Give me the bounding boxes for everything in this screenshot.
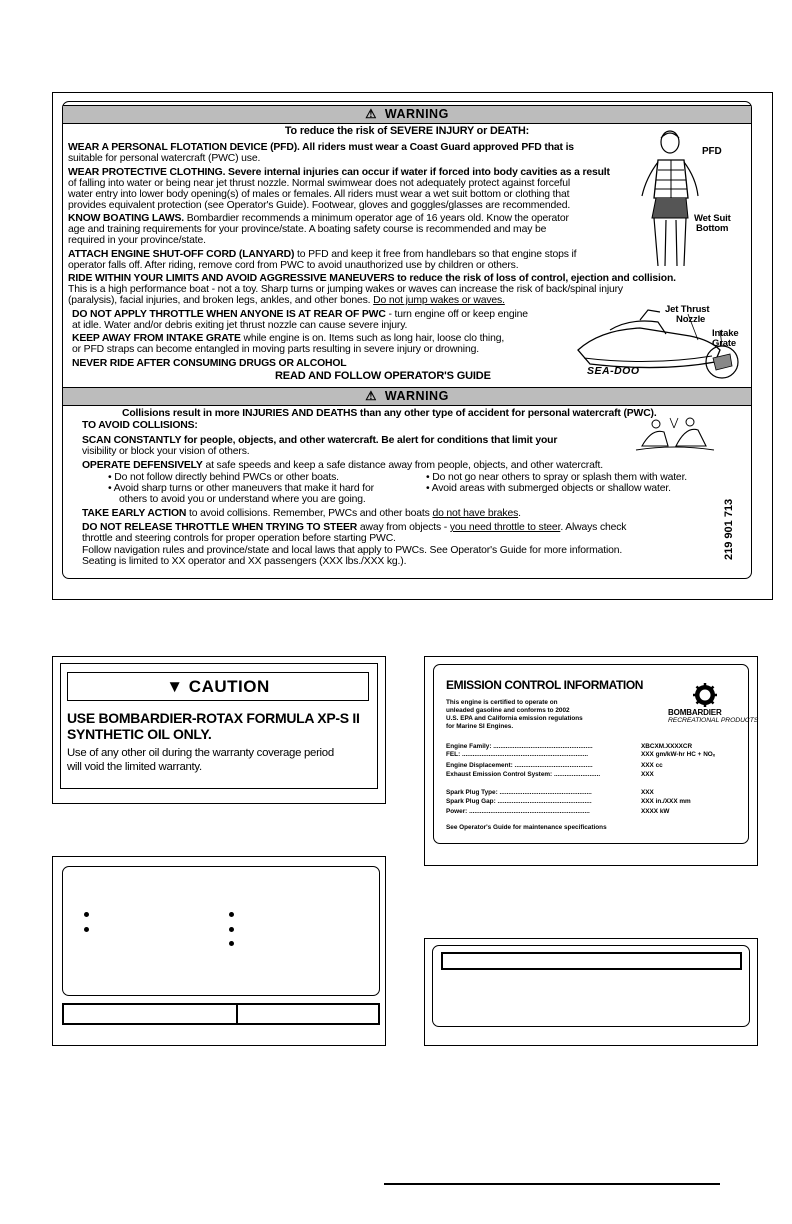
emission-spec-value: XXX cc [641, 762, 663, 769]
bullet-dot [84, 927, 89, 932]
defensive-line: OPERATE DEFENSIVELY at safe speeds and keep a safe distance away from people, objects, and other watercraft. [82, 460, 603, 471]
navigation-line-2: Seating is limited to XX operator and XX passengers (XXX lbs./XXX kg.). [82, 556, 407, 567]
sea-doo-logo: SEA-DOO [587, 365, 640, 377]
jet-thrust-callout-2: Nozzle [676, 314, 706, 325]
emission-spec-value: XXX [641, 771, 654, 778]
blank-label-1-inner [62, 866, 380, 996]
ride-line-1: RIDE WITHIN YOUR LIMITS AND AVOID AGGRESSIVE MANEUVERS to reduce the risk of loss of control, ejection and collision. [68, 273, 676, 284]
emission-cert-2: unleaded gasoline and conforms to 2002 [446, 707, 570, 714]
warning-header-2: ⚠ WARNING [63, 387, 751, 406]
ride-line-3: (paralysis), facial injuries, and broken legs, ankles, and other bones. Do not jump wakes or waves. [68, 295, 505, 306]
warning-triangle-icon: ⚠ [365, 389, 377, 403]
read-guide-line: READ AND FOLLOW OPERATOR'S GUIDE [275, 370, 491, 382]
release-throttle-line-2: throttle and steering controls for proper operation before starting PWC. [82, 533, 396, 544]
warning-intro: To reduce the risk of SEVERE INJURY or DEATH: [284, 125, 530, 137]
emission-spec-value: XXX in./XXX mm [641, 798, 691, 805]
caution-line-3: Use of any other oil during the warranty coverage period [67, 747, 334, 759]
emission-spec-value: XXXX kW [641, 808, 670, 815]
emission-spec-value: XBCXM.XXXXCR [641, 743, 693, 750]
drugs-line: NEVER RIDE AFTER CONSUMING DRUGS OR ALCOHOL [72, 358, 347, 369]
bullet-2-cont: others to avoid you or understand where you are going. [119, 494, 366, 505]
footer-rule [384, 1183, 720, 1185]
bullet-dot [229, 912, 234, 917]
emission-spec-label: Power: .................................................................... [446, 808, 590, 815]
caution-line-2: SYNTHETIC OIL ONLY. [67, 726, 212, 742]
laws-line-3: required in your province/state. [68, 235, 206, 246]
caution-header: ▼ CAUTION [67, 672, 369, 701]
bullet-3: • Do not go near others to spray or splash them with water. [426, 472, 688, 483]
grate-line-2: or PFD straps can become entangled in moving parts resulting in severe injury or drowning. [72, 344, 479, 355]
emission-footer: See Operator's Guide for maintenance specifications [446, 824, 607, 831]
rider-with-pfd-illustration [632, 128, 708, 268]
throttle-line-1: DO NOT APPLY THROTTLE WHEN ANYONE IS AT REAR OF PWC - turn engine off or keep engine [72, 309, 528, 320]
scan-line-1: SCAN CONSTANTLY for people, objects, and other watercraft. Be alert for conditions that limit your [82, 435, 558, 446]
warning-header-1: ⚠ WARNING [63, 105, 751, 124]
jet-thrust-callout-1: Jet Thrust [665, 304, 710, 315]
laws-line-1: KNOW BOATING LAWS. Bombardier recommends a minimum operator age of 16 years old. Know the operator [68, 213, 569, 224]
intake-grate-callout-2: Grate [712, 338, 737, 349]
bullet-1: • Do not follow directly behind PWCs or other boats. [108, 472, 339, 483]
cord-line-1: ATTACH ENGINE SHUT-OFF CORD (LANYARD) to PFD and keep it free from handlebars so that engine stops if [68, 249, 577, 260]
pfd-line-2: suitable for personal watercraft (PWC) use. [68, 153, 261, 164]
emission-spec-label: Exhaust Emission Control System: .......................... [446, 771, 601, 778]
emission-cert-3: U.S. EPA and California emission regulations [446, 715, 583, 722]
wet-suit-callout-2: Bottom [696, 223, 729, 234]
pfd-callout: PFD [702, 146, 722, 157]
scan-line-2: visibility or block your vision of others. [82, 446, 250, 457]
bullet-dot [229, 927, 234, 932]
emission-spec-label: FEL: ....................................................................... [446, 751, 589, 758]
early-action-line: TAKE EARLY ACTION to avoid collisions. Remember, PWCs and other boats do not have brakes. [82, 508, 521, 519]
blank-label-1-bar [62, 1003, 380, 1025]
emission-spec-label: Spark Plug Gap: ..................................................... [446, 798, 592, 805]
intake-grate-callout-1: Intake [712, 328, 739, 339]
emission-spec-value: XXX gm/kW-hr HC + NOₓ [641, 751, 716, 758]
release-throttle-line-1: DO NOT RELEASE THROTTLE WHEN TRYING TO STEER away from objects - you need throttle to steer. Always check [82, 522, 627, 533]
ride-line-2: This is a high performance boat - not a toy. Sharp turns or jumping wakes or waves can increase the risk of back/spinal injury [68, 284, 623, 295]
bullet-dot [229, 941, 234, 946]
bullet-dot [84, 912, 89, 917]
riders-collision-illustration [634, 414, 716, 456]
laws-line-2: age and training requirements for your province/state. A boating safety course is recommended and may be [68, 224, 547, 235]
bar-divider [236, 1003, 238, 1025]
collisions-line: Collisions result in more INJURIES AND DEATHS than any other type of accident for personal watercraft (PWC). [122, 408, 657, 419]
part-number: 219 901 713 [723, 498, 735, 560]
bullet-2: • Avoid sharp turns or other maneuvers that make it hard for [108, 483, 374, 494]
emission-cert-4: for Marine SI Engines. [446, 723, 514, 730]
cloth-line-2: of falling into water or being near jet thrust nozzle. Normal swimwear does not adequately protect against forceful [68, 178, 570, 189]
emission-brand-1: BOMBARDIER [668, 708, 722, 717]
blank-label-2-bar [441, 952, 742, 970]
bombardier-gear-logo-icon [693, 683, 717, 707]
emission-spec-label: Engine Displacement: ............................................ [446, 762, 593, 769]
navigation-line-1: Follow navigation rules and province/state and local laws that apply to PWCs. See Operator's Guide for more information. [82, 545, 623, 556]
caution-line-1: USE BOMBARDIER-ROTAX FORMULA XP-S II [67, 710, 360, 726]
emission-spec-label: Engine Family: ........................................................ [446, 743, 593, 750]
emission-spec-label: Spark Plug Type: .................................................... [446, 789, 592, 796]
cloth-line-3: water entry into lower body opening(s) of males or females. All riders must wear a wet suit bottom or clothing that [68, 189, 570, 200]
cloth-line-1: WEAR PROTECTIVE CLOTHING. Severe internal injuries can occur if water if forced into body cavities as a result [68, 167, 610, 178]
throttle-line-2: at idle. Water and/or debris exiting jet thrust nozzle can cause severe injury. [72, 320, 408, 331]
warning-triangle-icon: ⚠ [365, 107, 377, 121]
cord-line-2: operator falls off. After riding, remove cord from PWC to avoid unauthorized use by children or others. [68, 260, 519, 271]
avoid-collisions-heading: TO AVOID COLLISIONS: [82, 420, 198, 431]
grate-line-1: KEEP AWAY FROM INTAKE GRATE while engine is on. Items such as long hair, loose clo thing, [72, 333, 505, 344]
emission-brand-2: RECREATIONAL PRODUCTS [668, 717, 759, 724]
caution-line-4: will void the limited warranty. [67, 761, 202, 773]
bullet-4: • Avoid areas with submerged objects or shallow water. [426, 483, 671, 494]
cloth-line-4: provides equivalent protection (see Operator's Guide). Footwear, gloves and goggles/glasses are recommended. [68, 200, 571, 211]
emission-title: EMISSION CONTROL INFORMATION [446, 678, 644, 692]
wet-suit-callout-1: Wet Suit [694, 213, 731, 224]
emission-spec-value: XXX [641, 789, 654, 796]
emission-cert-1: This engine is certified to operate on [446, 699, 558, 706]
pfd-line-1: WEAR A PERSONAL FLOTATION DEVICE (PFD). All riders must wear a Coast Guard approved PFD that is [68, 142, 574, 153]
